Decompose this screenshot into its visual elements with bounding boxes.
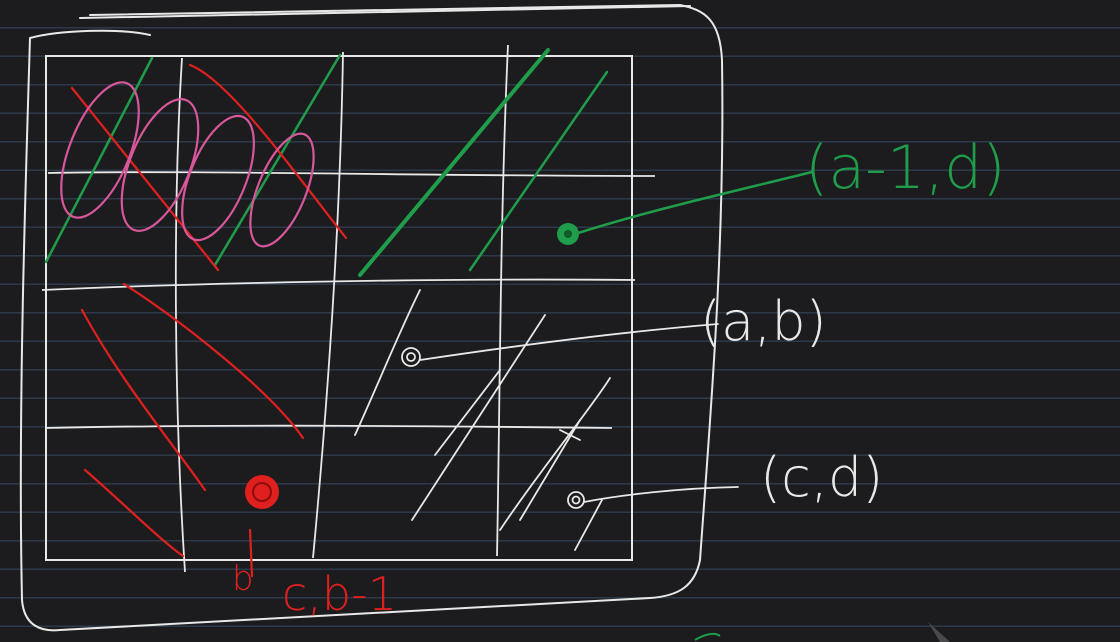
grid-line-v3 bbox=[497, 45, 508, 556]
white-hatching bbox=[355, 290, 610, 550]
white-top-leader-line bbox=[420, 324, 718, 360]
outer-frame bbox=[21, 5, 723, 630]
white-bottom-leader-line bbox=[584, 487, 738, 502]
label-a-b: (a,b) bbox=[700, 290, 827, 353]
label-c-d: (c,d) bbox=[760, 446, 884, 509]
edge-stroke bbox=[695, 634, 720, 640]
grid-line-v1 bbox=[176, 58, 185, 572]
grid-line-h3 bbox=[46, 426, 612, 428]
green-leader-line bbox=[575, 172, 812, 234]
red-hatching bbox=[72, 65, 346, 556]
label-a-minus-1-d: (a-1,d) bbox=[805, 133, 1006, 203]
red-point[interactable] bbox=[245, 475, 279, 509]
cursor-arrow-icon bbox=[928, 622, 950, 642]
grid-line-v2 bbox=[313, 52, 343, 558]
label-b-mark: b bbox=[232, 559, 254, 599]
pink-scribble bbox=[45, 72, 327, 255]
label-c-b-minus-1: c,b-1 bbox=[282, 567, 397, 621]
white-top-point[interactable] bbox=[402, 348, 420, 366]
white-bottom-point[interactable] bbox=[568, 492, 584, 508]
grid-border bbox=[46, 56, 632, 560]
outer-frame-top-stroke bbox=[80, 6, 690, 18]
